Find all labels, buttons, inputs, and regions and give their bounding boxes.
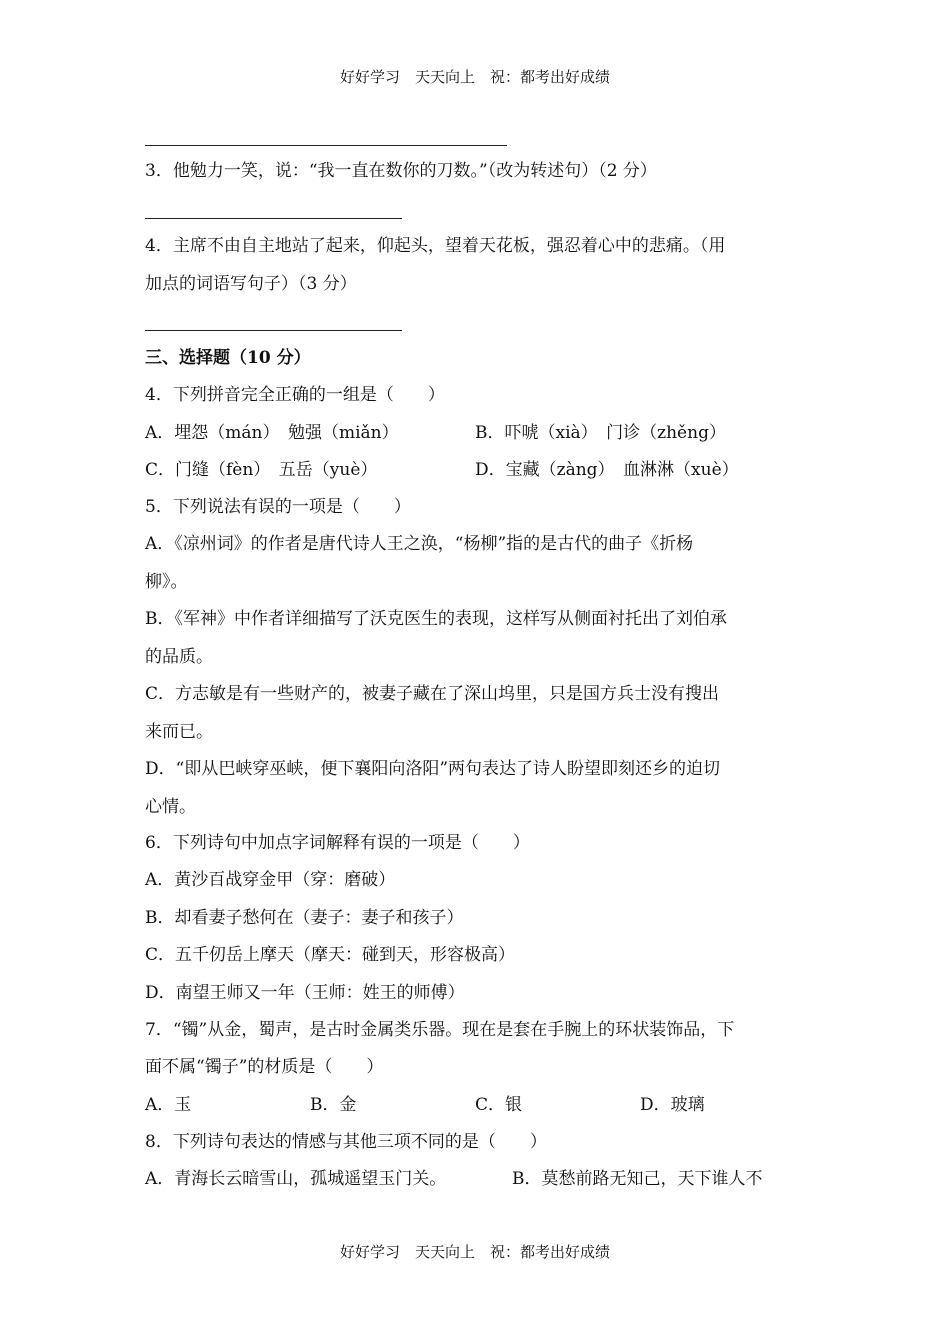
- q7-option-d: D．玻璃: [640, 1095, 705, 1115]
- q4-option-c: C．门缝（fèn） 五岳（yuè）: [145, 460, 378, 480]
- answer-line: [145, 145, 507, 146]
- q6-stem: 6．下列诗句中加点字词解释有误的一项是（ ）: [145, 833, 530, 853]
- q8-option-a: A．青海长云暗雪山，孤城遥望玉门关。: [145, 1169, 447, 1189]
- q5-option-d-line1: D．“即从巴峡穿巫峡，便下襄阳向洛阳”两句表达了诗人盼望即刻还乡的迫切: [145, 759, 721, 779]
- q8-stem: 8．下列诗句表达的情感与其他三项不同的是（ ）: [145, 1132, 547, 1152]
- answer-line: [145, 330, 402, 331]
- page-header: 好好学习 天天向上 祝：都考出好成绩: [339, 68, 610, 86]
- q7-option-b: B．金: [310, 1095, 357, 1115]
- q4-option-a: A．埋怨（mán） 勉强（miǎn）: [145, 423, 399, 443]
- q7-stem-line2: 面不属“镯子”的材质是（ ）: [145, 1057, 384, 1077]
- q5-option-d-line2: 心情。: [145, 797, 196, 817]
- q4-option-b: B．吓唬（xià） 门诊（zhěng）: [475, 423, 726, 443]
- question-3-rewrite: 3．他勉力一笑，说：“我一直在数你的刀数。”（改为转述句）（2 分）: [145, 161, 657, 181]
- q8-option-b: B．莫愁前路无知己，天下谁人不: [512, 1169, 763, 1189]
- q5-option-a-line1: A．《凉州词》的作者是唐代诗人王之涣，“杨柳”指的是古代的曲子《折杨: [145, 534, 694, 554]
- answer-line: [145, 218, 402, 219]
- q6-option-a: A．黄沙百战穿金甲（穿：磨破）: [145, 870, 396, 890]
- section-title: 三、选择题（10 分）: [145, 348, 311, 368]
- question-4-rewrite-line1: 4．主席不由自主地站了起来，仰起头，望着天花板，强忍着心中的悲痛。（用: [145, 236, 726, 256]
- q5-option-b-line2: 的品质。: [145, 647, 213, 667]
- q5-option-c-line1: C．方志敏是有一些财产的，被妻子藏在了深山坞里，只是国方兵士没有搜出: [145, 684, 720, 704]
- q7-stem-line1: 7．“镯”从金，蜀声，是古时金属类乐器。现在是套在手腕上的环状装饰品，下: [145, 1020, 735, 1040]
- q6-option-b: B．却看妻子愁何在（妻子：妻子和孩子）: [145, 908, 464, 928]
- q5-option-a-line2: 柳》。: [145, 572, 188, 592]
- q5-stem: 5．下列说法有误的一项是（ ）: [145, 497, 411, 517]
- q6-option-c: C．五千仞岳上摩天（摩天：碰到天，形容极高）: [145, 945, 516, 965]
- question-4-rewrite-line2: 加点的词语写句子）（3 分）: [145, 274, 357, 294]
- page-footer: 好好学习 天天向上 祝：都考出好成绩: [339, 1243, 610, 1261]
- q4-stem: 4．下列拼音完全正确的一组是（ ）: [145, 385, 445, 405]
- q5-option-c-line2: 来而已。: [145, 722, 213, 742]
- q7-option-a: A．玉: [145, 1095, 192, 1115]
- q4-option-d: D．宝藏（zàng） 血淋淋（xuè）: [475, 460, 739, 480]
- q6-option-d: D．南望王师又一年（王师：姓王的师傅）: [145, 983, 465, 1003]
- q5-option-b-line1: B．《军神》中作者详细描写了沃克医生的表现，这样写从侧面衬托出了刘伯承: [145, 609, 727, 629]
- q7-option-c: C．银: [475, 1095, 523, 1115]
